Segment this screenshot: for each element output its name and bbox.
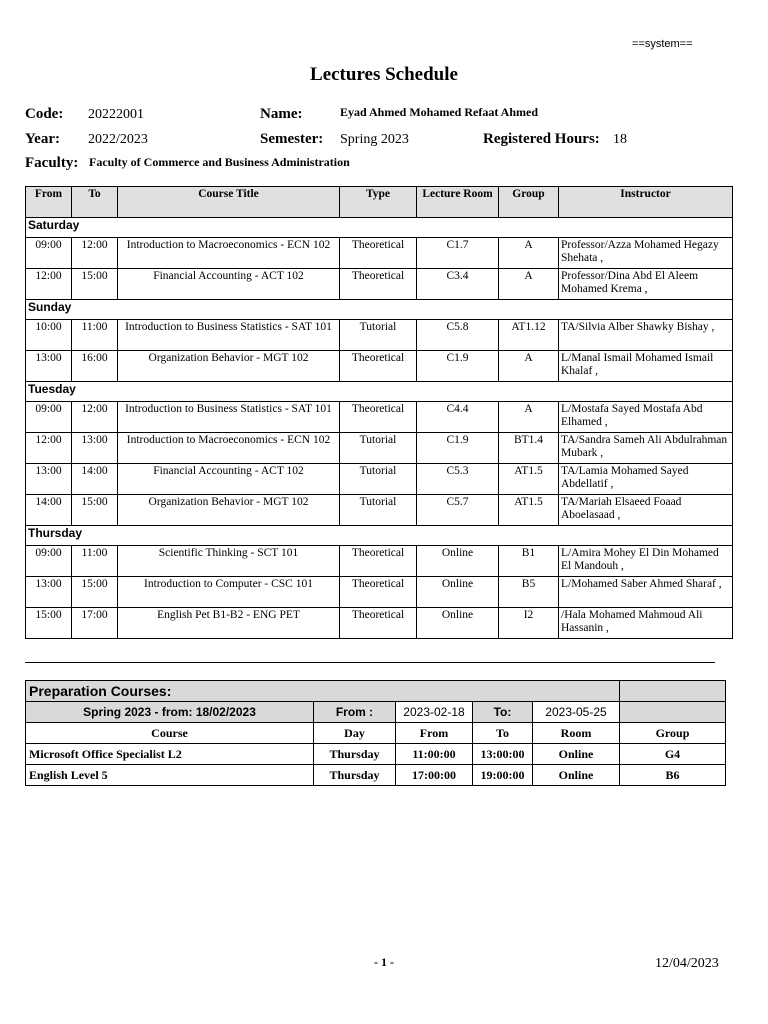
schedule-row	[26, 433, 733, 464]
to-time: 12:00	[72, 402, 118, 433]
group: A	[499, 402, 559, 433]
to-time: 15:00	[72, 269, 118, 300]
day-label: Sunday	[26, 300, 733, 320]
column-header: Type	[340, 187, 417, 218]
instructor: L/Amira Mohey El Din Mohamed El Mandouh ,	[559, 546, 733, 577]
instructor: TA/Mariah Elsaeed Foaad Aboelasaad ,	[559, 495, 733, 526]
course-title: Introduction to Business Statistics - SAT 101	[118, 402, 340, 433]
lecture-type: Tutorial	[340, 464, 417, 495]
course-title: Financial Accounting - ACT 102	[118, 269, 340, 300]
column-header: Lecture Room	[417, 187, 499, 218]
to-time: 15:00	[72, 577, 118, 608]
code-value: 20222001	[88, 107, 144, 122]
lecture-type: Tutorial	[340, 320, 417, 351]
semester-label: Semester:	[260, 131, 324, 147]
schedule-row	[26, 351, 733, 382]
lecture-room: C5.8	[417, 320, 499, 351]
instructor: TA/Silvia Alber Shawky Bishay ,	[559, 320, 733, 351]
schedule-row	[26, 608, 733, 639]
lecture-room: C3.4	[417, 269, 499, 300]
year-label: Year:	[25, 131, 60, 147]
from-time: 14:00	[26, 495, 72, 526]
prep-cell: 17:00:00	[396, 765, 473, 786]
course-title: Introduction to Macroeconomics - ECN 102	[118, 433, 340, 464]
prep-from-label: From :	[314, 702, 396, 723]
prep-cell: Thursday	[314, 744, 396, 765]
from-time: 09:00	[26, 238, 72, 269]
prep-title: Preparation Courses:	[26, 681, 620, 702]
from-time: 13:00	[26, 351, 72, 382]
schedule-header-row	[26, 187, 733, 218]
course-title: English Pet B1-B2 - ENG PET	[118, 608, 340, 639]
prep-term: Spring 2023 - from: 18/02/2023	[26, 702, 314, 723]
lecture-type: Theoretical	[340, 577, 417, 608]
prep-cell: Online	[533, 744, 620, 765]
to-time: 11:00	[72, 546, 118, 577]
lecture-type: Theoretical	[340, 546, 417, 577]
column-header: To	[72, 187, 118, 218]
from-time: 09:00	[26, 402, 72, 433]
prep-header-row	[26, 723, 726, 744]
prep-title-empty-cell	[620, 681, 726, 702]
instructor: /Hala Mohamed Mahmoud Ali Hassanin ,	[559, 608, 733, 639]
from-time: 13:00	[26, 577, 72, 608]
prep-cell: 19:00:00	[473, 765, 533, 786]
lecture-type: Tutorial	[340, 433, 417, 464]
day-row	[26, 300, 733, 320]
day-row	[26, 526, 733, 546]
prep-course-row	[26, 744, 726, 765]
semester-value: Spring 2023	[340, 132, 409, 147]
from-time: 15:00	[26, 608, 72, 639]
group: A	[499, 351, 559, 382]
print-date: 12/04/2023	[655, 956, 719, 971]
group: AT1.12	[499, 320, 559, 351]
year-value: 2022/2023	[88, 132, 148, 147]
to-time: 16:00	[72, 351, 118, 382]
schedule-table	[25, 186, 733, 639]
registered-hours-value: 18	[613, 132, 627, 147]
course-title: Introduction to Business Statistics - SAT 101	[118, 320, 340, 351]
from-time: 13:00	[26, 464, 72, 495]
schedule-row	[26, 464, 733, 495]
page-title: Lectures Schedule	[310, 64, 458, 85]
group: B5	[499, 577, 559, 608]
prep-from-value: 2023-02-18	[396, 702, 473, 723]
from-time: 10:00	[26, 320, 72, 351]
prep-column-header: To	[473, 723, 533, 744]
group: AT1.5	[499, 495, 559, 526]
prep-cell: Thursday	[314, 765, 396, 786]
group: A	[499, 238, 559, 269]
instructor: L/Mostafa Sayed Mostafa Abd Elhamed ,	[559, 402, 733, 433]
column-header: Course Title	[118, 187, 340, 218]
page-number: - 1 -	[374, 955, 394, 969]
faculty-label: Faculty:	[25, 155, 79, 171]
column-header: Instructor	[559, 187, 733, 218]
instructor: L/Mohamed Saber Ahmed Sharaf ,	[559, 577, 733, 608]
day-row	[26, 218, 733, 238]
divider	[25, 662, 715, 663]
lecture-type: Theoretical	[340, 238, 417, 269]
to-time: 14:00	[72, 464, 118, 495]
day-label: Thursday	[26, 526, 733, 546]
prep-term-empty-cell	[620, 702, 726, 723]
prep-term-row	[26, 702, 726, 723]
instructor: TA/Lamia Mohamed Sayed Abdellatif ,	[559, 464, 733, 495]
lecture-room: Online	[417, 546, 499, 577]
preparation-courses-table	[25, 680, 726, 786]
course-title: Organization Behavior - MGT 102	[118, 351, 340, 382]
from-time: 09:00	[26, 546, 72, 577]
schedule-row	[26, 238, 733, 269]
to-time: 15:00	[72, 495, 118, 526]
day-label: Saturday	[26, 218, 733, 238]
group: I2	[499, 608, 559, 639]
prep-column-header: Group	[620, 723, 726, 744]
instructor: Professor/Dina Abd El Aleem Mohamed Krema ,	[559, 269, 733, 300]
prep-cell: Online	[533, 765, 620, 786]
instructor: L/Manal Ismail Mohamed Ismail Khalaf ,	[559, 351, 733, 382]
schedule-row	[26, 577, 733, 608]
prep-cell: 13:00:00	[473, 744, 533, 765]
lecture-room: Online	[417, 577, 499, 608]
prep-cell: B6	[620, 765, 726, 786]
prep-column-header: Room	[533, 723, 620, 744]
lecture-room: C5.7	[417, 495, 499, 526]
schedule-row	[26, 269, 733, 300]
day-label: Tuesday	[26, 382, 733, 402]
course-title: Financial Accounting - ACT 102	[118, 464, 340, 495]
course-title: Introduction to Computer - CSC 101	[118, 577, 340, 608]
to-time: 13:00	[72, 433, 118, 464]
prep-cell: English Level 5	[26, 765, 314, 786]
prep-course-row	[26, 765, 726, 786]
from-time: 12:00	[26, 433, 72, 464]
lecture-type: Theoretical	[340, 351, 417, 382]
prep-cell: G4	[620, 744, 726, 765]
group: B1	[499, 546, 559, 577]
prep-to-label: To:	[473, 702, 533, 723]
schedule-row	[26, 495, 733, 526]
from-time: 12:00	[26, 269, 72, 300]
prep-cell: Microsoft Office Specialist L2	[26, 744, 314, 765]
prep-column-header: Course	[26, 723, 314, 744]
code-label: Code:	[25, 106, 64, 122]
group: A	[499, 269, 559, 300]
prep-cell: 11:00:00	[396, 744, 473, 765]
lecture-type: Theoretical	[340, 608, 417, 639]
prep-to-value: 2023-05-25	[533, 702, 620, 723]
group: AT1.5	[499, 464, 559, 495]
to-time: 17:00	[72, 608, 118, 639]
course-title: Scientific Thinking - SCT 101	[118, 546, 340, 577]
instructor: TA/Sandra Sameh Ali Abdulrahman Mubark ,	[559, 433, 733, 464]
prep-column-header: Day	[314, 723, 396, 744]
course-title: Introduction to Macroeconomics - ECN 102	[118, 238, 340, 269]
to-time: 12:00	[72, 238, 118, 269]
lecture-type: Tutorial	[340, 495, 417, 526]
lecture-room: Online	[417, 608, 499, 639]
to-time: 11:00	[72, 320, 118, 351]
lecture-room: C1.7	[417, 238, 499, 269]
lecture-room: C1.9	[417, 433, 499, 464]
system-tag: ==system==	[632, 38, 693, 50]
column-header: Group	[499, 187, 559, 218]
name-label: Name:	[260, 106, 303, 122]
schedule-row	[26, 320, 733, 351]
course-title: Organization Behavior - MGT 102	[118, 495, 340, 526]
schedule-row	[26, 546, 733, 577]
column-header: From	[26, 187, 72, 218]
lecture-type: Theoretical	[340, 269, 417, 300]
group: BT1.4	[499, 433, 559, 464]
lecture-room: C5.3	[417, 464, 499, 495]
lecture-type: Theoretical	[340, 402, 417, 433]
instructor: Professor/Azza Mohamed Hegazy Shehata ,	[559, 238, 733, 269]
name-value: Eyad Ahmed Mohamed Refaat Ahmed	[340, 105, 539, 119]
prep-title-row	[26, 681, 726, 702]
lecture-room: C4.4	[417, 402, 499, 433]
registered-hours-label: Registered Hours:	[483, 131, 600, 147]
schedule-row	[26, 402, 733, 433]
prep-column-header: From	[396, 723, 473, 744]
faculty-value: Faculty of Commerce and Business Administration	[89, 155, 350, 169]
lecture-room: C1.9	[417, 351, 499, 382]
day-row	[26, 382, 733, 402]
